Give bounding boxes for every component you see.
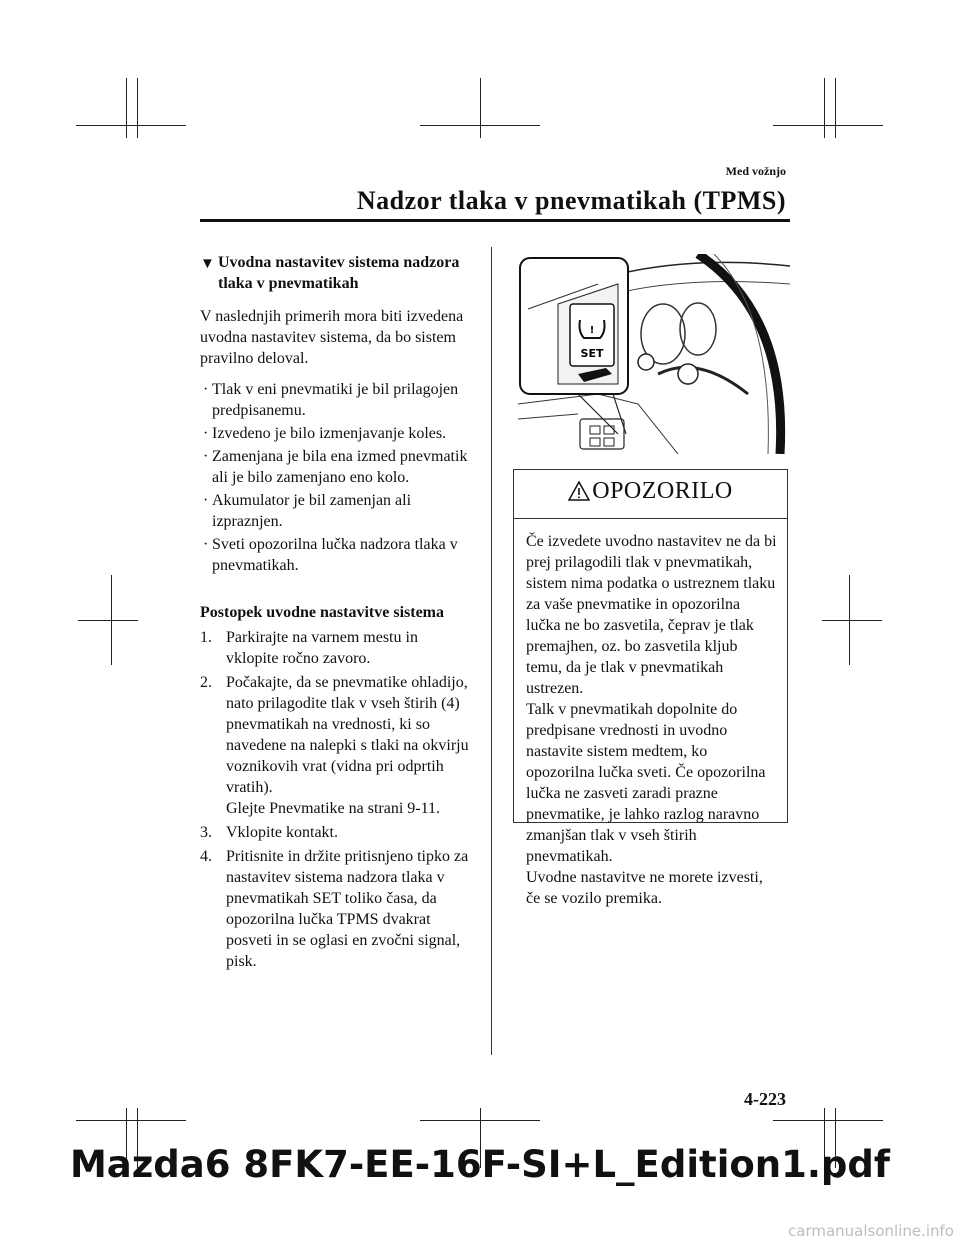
warning-box: [513, 469, 788, 907]
set-button-label: SET: [580, 347, 604, 360]
list-item: · Tlak v eni pnevmatiki je bil prilagojen predpisanemu.: [203, 381, 459, 419]
crop-mark: [76, 125, 186, 126]
crop-mark: [76, 1120, 186, 1121]
crop-mark: [773, 125, 883, 126]
section-label: Med vožnjo: [725, 164, 786, 178]
crop-mark: [480, 78, 481, 138]
watermark: carmanualsonline.info: [788, 1222, 954, 1240]
procedure-title: Postopek uvodne nastavitve sistema: [200, 604, 445, 621]
header-rule: [200, 219, 790, 222]
list-item: · Izvedeno je bilo izmenjavanje koles.: [203, 425, 447, 442]
triangle-down-icon: ▼: [200, 256, 215, 272]
footer-filename: Mazda6 8FK7-EE-16F-SI+L_Edition1.pdf: [69, 1143, 891, 1186]
warning-icon: [568, 481, 590, 508]
crop-mark: [137, 78, 138, 138]
crop-mark: [822, 620, 882, 621]
step-item: 4. Pritisnite in držite pritisnjeno tipko za nastavitev sistema nadzora tlaka v pnevmatikah SET toliko časa, da opozorilna lučka TPMS dvakrat posveti in se oglasi en zvočni signal, pisk.: [200, 848, 469, 970]
step-item: 2. Počakajte, da se pnevmatike ohladijo, nato prilagodite tlak v vseh štirih (4) pnevmatikah na vrednosti, ki so navedene na nalepki s tlaki na okvirju voznikovih vrat (vidna pri odprtih vratih). Glejte Pnevmatike na strani 9-11.: [200, 672, 472, 819]
page-reference: Glejte Pnevmatike na strani 9-11.: [226, 800, 441, 817]
crop-mark: [849, 575, 850, 665]
crop-mark: [126, 78, 127, 138]
warning-text: Če izvedete uvodno nastavitev ne da bi prej prilagodili tlak v pnevmatikah, sistem nima podatka o ustreznem tlaku za vaše pnevmatike in opozorilna lučka ne bo zasvetila, čeprav je tlak premajhen, oz. bo zasvetila kljub temu, da je tlak v pnevmatikah ustrezen. Talk v pnevmatikah dopolnite do predpisane vrednosti in uvodno nastavite sistem medtem, ko opozorilna lučka sveti. Če opozorilna lučka ne zasveti zaradi prazne pnevmatike, je lahko razlog naravno zmanjšan tlak v vseh štirih pnevmatikah. Uvodne nastavitve ne morete izvesti, če se vozilo premika.: [526, 533, 777, 907]
crop-mark: [111, 575, 112, 665]
condition-list: [200, 379, 472, 576]
page-title: Nadzor tlaka v pnevmatikah (TPMS): [356, 186, 786, 215]
list-item: · Akumulator je bil zamenjan ali izpraznjen.: [203, 492, 412, 530]
step-item: 1. Parkirajte na varnem mestu in vklopite ročno zavoro.: [200, 629, 418, 667]
intro-paragraph: V naslednjih primerih mora biti izvedena uvodna nastavitev sistema, da bo sistem pravilno deloval.: [200, 308, 464, 367]
warning-title: OPOZORILO: [514, 478, 787, 508]
list-item: · Zamenjana je bila ena izmed pnevmatik ali je bilo zamenjano eno kolo.: [203, 448, 468, 486]
procedure-steps: [200, 627, 472, 972]
column-divider: [491, 247, 492, 1055]
list-item: · Sveti opozorilna lučka nadzora tlaka v pnevmatikah.: [203, 536, 458, 574]
crop-mark: [78, 620, 138, 621]
section-heading: ▼ Uvodna nastavitev sistema nadzora tlaka v pnevmatikah: [200, 254, 460, 292]
dashboard-illustration: [518, 254, 790, 454]
crop-mark: [824, 78, 825, 138]
page-number: 4-223: [744, 1089, 786, 1109]
svg-text:!: !: [589, 325, 595, 336]
step-item: 3. Vklopite kontakt.: [200, 824, 338, 841]
left-column: [200, 252, 472, 975]
crop-mark: [835, 78, 836, 138]
crop-mark: [773, 1120, 883, 1121]
